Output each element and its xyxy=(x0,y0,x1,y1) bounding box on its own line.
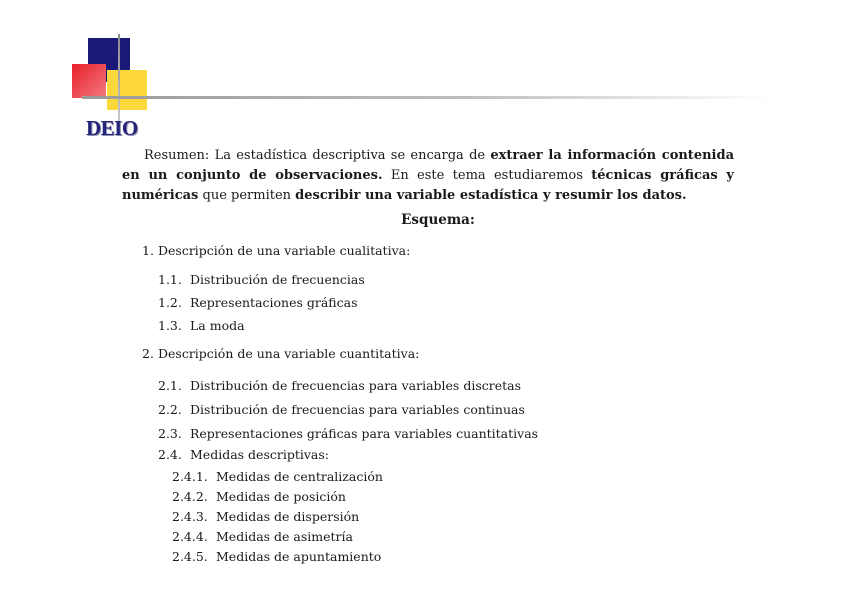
summary-text-1: La estadística descriptiva se encarga de xyxy=(209,148,491,163)
outline-item-2-4 xyxy=(158,447,329,462)
yellow-square xyxy=(107,70,147,110)
outline-text: Medidas de apuntamiento xyxy=(216,549,382,564)
outline-num: 2.4.1. xyxy=(172,469,208,484)
outline-text: Descripción de una variable cuantitativa: xyxy=(158,346,420,361)
outline-text: Medidas de dispersión xyxy=(216,509,360,524)
outline-num: 1.1. xyxy=(158,272,182,287)
outline-item-2-3 xyxy=(158,426,538,441)
header-rule xyxy=(82,96,772,99)
outline-text: Descripción de una variable cualitativa: xyxy=(158,243,411,258)
outline-text: Medidas de asimetría xyxy=(216,529,353,544)
outline-text: Representaciones gráficas para variables cuantitativas xyxy=(190,426,539,441)
summary-paragraph xyxy=(122,146,734,206)
summary-bold-3: describir una variable estadística y resumir los datos. xyxy=(295,188,687,203)
outline-item-1-1 xyxy=(158,272,365,287)
outline-num: 2.2. xyxy=(158,402,182,417)
summary-bold-1: extraer la información contenida en un conjunto de observaciones. xyxy=(122,148,734,183)
outline-item-2-4-5 xyxy=(172,549,381,564)
outline-num: 2.4. xyxy=(158,447,182,462)
outline-num: 2.4.3. xyxy=(172,509,208,524)
outline-text: Representaciones gráficas xyxy=(190,295,358,310)
deio-logo xyxy=(0,0,848,140)
outline-num: 1.2. xyxy=(158,295,182,310)
outline-text: Distribución de frecuencias para variables discretas xyxy=(190,378,521,393)
outline-item-1-2 xyxy=(158,295,358,310)
outline-heading: Esquema: xyxy=(401,212,475,228)
outline-text: Medidas descriptivas: xyxy=(190,447,329,462)
deio-logo-text: DEIO xyxy=(86,116,138,140)
summary-label: Resumen: xyxy=(144,148,210,163)
summary-text-2: En este tema estudiaremos xyxy=(382,168,592,183)
outline-num: 2.3. xyxy=(158,426,182,441)
outline-item-2-4-1 xyxy=(172,469,383,484)
outline-num: 2.4.2. xyxy=(172,489,208,504)
outline-text: Distribución de frecuencias xyxy=(190,272,365,287)
outline-text: La moda xyxy=(190,318,245,333)
outline-text: Distribución de frecuencias para variables continuas xyxy=(190,402,525,417)
outline-num: 2. xyxy=(142,346,154,361)
outline-num: 1.3. xyxy=(158,318,182,333)
outline-item-1 xyxy=(142,243,410,258)
summary-bold-2: técnicas gráficas y numéricas xyxy=(122,168,734,203)
outline-item-2-4-3 xyxy=(172,509,359,524)
red-square xyxy=(72,64,106,98)
outline-item-2 xyxy=(142,346,419,361)
outline-num: 2.4.4. xyxy=(172,529,208,544)
outline-num: 2.1. xyxy=(158,378,182,393)
outline-item-2-4-4 xyxy=(172,529,353,544)
summary-text-3: que permiten xyxy=(198,188,296,203)
outline-item-2-2 xyxy=(158,402,525,417)
outline-text: Medidas de centralización xyxy=(216,469,383,484)
outline-item-1-3 xyxy=(158,318,245,333)
outline-item-2-4-2 xyxy=(172,489,346,504)
outline-text: Medidas de posición xyxy=(216,489,346,504)
outline-num: 1. xyxy=(142,243,154,258)
vertical-rule xyxy=(118,34,120,122)
outline-item-2-1 xyxy=(158,378,521,393)
outline-num: 2.4.5. xyxy=(172,549,208,564)
